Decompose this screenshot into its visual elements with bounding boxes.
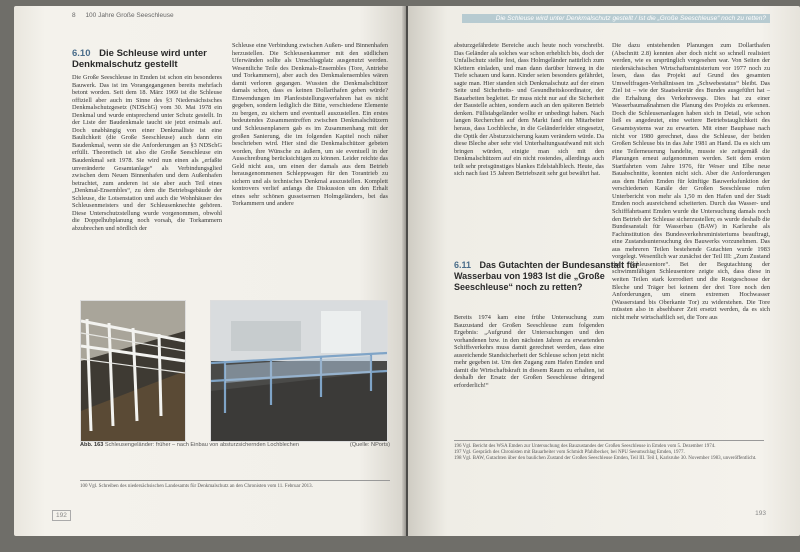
running-head-left: [72, 12, 174, 19]
running-head-right: Die Schleuse wird unter Denkmalschutz gestellt / Ist die „Große Seeschleuse“ noch zu retten?: [462, 14, 770, 23]
section-heading-6-10: [72, 48, 222, 70]
left-page: [14, 6, 406, 536]
page-number-left: 192: [52, 510, 71, 521]
body-text: Schleuse eine Verbindung zwischen Außen- und Binnenhafen herzustellen. Die Schleusenkammer mit den südlichen Uferwänden sollte als Umschlagplatz ausgenutzt werden. Wesentliche Teile des Denkmals-Ensembles (Tore, Antriebe und Torkammern), aber auch des Denkmalensembles wären damit verloren gegangen. Wussten die Denkmalschützer damals schon, dass es keinen Dollarthafen geben würde? Einwendungen im Planfeststellungsverfahren hat es nicht gegeben, sondern lediglich die Bitte, verschiedene Elemente zu bergen, zu sichern und eventuell auszustellen. Ein erstes bedeutendes Zusammentreffen zwischen Denkmalschützern und Schleusenplanern gab es im Zusammenhang mit der großen Sanierung, die im folgenden Kapitel noch näher beschrieben wird. Hier sind die Denkmalschützer gebeten worden, ihre Wünsche zu äußern, um sie eventuell in der Ausschreibung berücksichtigen zu können. Leider reichte das Geld nicht aus, um einen der damals aus dem Betrieb herausgenommenen Schleppwagen für den Torantrieb zu sichern und als technisches Denkmal auszustellen. Komplett kontrovers verlief anfangs die Diskussion um den Erhalt eines sehr schönen gusseisernen Holmgeländers, bei das Torkammern und andere: [232, 42, 388, 208]
section-number: 6.10: [72, 48, 91, 59]
footnote-item: 196 Vgl. Bericht des WSA Emden zur Untersuchung des Bauzustandes der Großen Seeschleuse in Emden vom 5. Dezember 1974.: [454, 444, 716, 449]
photo-credit: (Quelle: NPorts): [349, 442, 390, 448]
left-column-1: [72, 74, 222, 232]
open-book: [14, 6, 800, 546]
left-column-2: [232, 42, 388, 208]
section-number: 6.11: [454, 260, 472, 270]
caption-text: Schleusengeländer: früher – nach Einbau von absturzsichernden Lochblechen: [104, 442, 299, 448]
section-title: Die Schleuse wird unter Denkmalschutz gestellt: [72, 48, 207, 70]
caption-label: Abb. 163: [80, 442, 104, 448]
body-text: absturzgefährdete Bereiche auch heute noch vorschreibt. Das Geländer als solches war schon erheblich bis, doch der Unfallschutz stellte fest, dass Holmgeländer natürlich zum Klettern einladen, und man dann darüber hinweg in die Tiefe schauen und kann. Kinder seien besonders gefährdet, sagte man. Hier standen sich Denkmalschutz auf der einen Seite und Sicherheits- und Gesundheitskoordinator, der Bauarbeiten begleitet. Er muss nicht nur auf die Sicherheit der Baustelle achten, sondern auch an den späteren Betrieb denken. Füllstabgeländer wollte er unbedingt haben. Nach langen Recherchen auf dem Markt fand ein Mitarbeiter heraus, dass Lochbleche, in die Geländerfelder eingesetzt, die Optik der Absturzsicherung kaum verändern würde. Da diese Bleche aber sehr viel Unterhaltungsaufwand mit sich bringen würden, einigte man sich mit den Denkmalschützern auf ein nicht rostendes, allerdings auch teilt sehr preisgünstiges blankes Edelstahlblech. Heute, das sich nach fast 15 Jahren Betriebszeit sehr gut bewährt hat.: [454, 42, 604, 178]
railing-photo-after: [210, 300, 388, 442]
running-head-title: 100 Jahre Große Seeschleuse: [85, 12, 174, 19]
footnote-item: 197 Vgl. Gespräch des Chronisten mit Bauarbeiter vom Schmidt Pfahlbecker, bei NPU Seeumschlag Emden, 1977.: [454, 450, 685, 456]
page-number-right: 193: [755, 510, 766, 517]
right-page: [408, 6, 800, 536]
body-text: Bereits 1974 kam eine frühe Untersuchung zum Bauzustand der Großen Seeschleuse zum folgenden Ergebnis: „Aufgrund der Untersuchungen und den vorhandenen bzw. in den nächsten Jahren zu erwartenden Schiffsverkehrs muss damit gerechnet werden, dass eine ausreichende Standsicherheit der Schleuse schon jetzt nicht mehr gegeben ist. Um den Zugang zum Hafen Emden und damit die Wirtschaftskraft in diesem Raum zu erhalten, ist deshalb der Ersatz der Großen Seeschleuse dringend erforderlich!“: [454, 314, 604, 389]
section-title: Das Gutachten der Bundesanstalt für Wasserbau von 1983 Ist die „Große Seeschleuse“ noch zu retten?: [454, 260, 639, 292]
running-head-number: 8: [72, 12, 76, 19]
footnote-item: 198 Vgl. BAW, Gutachten über den baulichen Zustand der Großen Seeschleuse Emden, Teil III. Teil I, Karlsruhe 30. November 1983, unveröffentlicht.: [454, 456, 757, 462]
footnotes-right: [454, 440, 764, 463]
right-column-2: [612, 42, 770, 321]
body-text: Die dazu entstehenden Planungen zum Dollarthafen (Abschnitt 2.8) kennten aber doch nicht so schnell realisiert werden, wie es ursprünglich vorgesehen war. Von Seiten der niedersächsischen Wirtschaftsministerium vor 1977 noch zu lesen, dass das Projekt auf Grund des gesamten Umweltfragen-Verhältnissen im „Schwebestatus“ bleibt. Das Ziel ist – wie der Staatsekretär des Bundes ausgeführt hat – die Erhaltung des Verkehrswegs. Dies hat zu einer Wasserbaumaßnahmen die Planung des Projekts zu erkennen. Doch die Schleusenanlagen haben sich in Detail, wie schon ließ es angedeutet, eine weitere Betriebstauglichkeit des Gesamtsystems war zu erwarten. Mit einer Bauphase nach nicht vor 1980 gerechnet, dass die Schleuse, der beiden Großen Schleuse bis in das Jahr 1981 an Hand. Da es sich um eine Teilerneuerung handelte, musste sie zeitgemäß die Planungen erneut aufgenommen werden. Seit dem ersten Startfahrten vom Jahre 1976, für Weser und Elbe neue Bauabschnitte, konnten nicht sich. Aber die Anforderungen aus dem Hafen Emden für künftige Bauwerksfunktion der verschiedenen Kanäle der Großen Seeschleuse rufen Unterbericht von mehr als 1,50 m den Hafen und der Stadt Emden noch ausreichend scheiterten. Durch das Wasser- und Schifffahrtsamt Emden wurde die Untersuchung damals noch den Betrieb der Schleuse sicherzustellen; es wurde deshalb die Bundesanstalt für Wasserbau (BAW) in Karlsruhe als Fachinstitution des Bundesverkehrsministeriums beauftragt, eine Zustandsuntersuchung des Bauwerks vorzunehmen. Das aus mehreren Teilen bestehende Gutachten wurde 1983 vorgelegt. Wesentlich war zunächst der Teil III: „Zum Zustand der Schleusentore“. Bei der Begutachtung der schwimmfähigen Schleusentore zeigte sich, dass diese in weiten Teilen stark korrodiert und die Rostgeschosse der Bleche und Träger bei keinem der drei Tore noch den Anforderungen, um einem extremen Hochwasser (Wasserstand bis Oberkante Tor) zu widerstehen. Die Tore müssten also in absehbarer Zeit ersetzt werden, da es sich nicht mehr wirtschaftlich sei, die Tore aus: [612, 42, 770, 321]
right-column-1: [454, 42, 604, 178]
footnote-left: 100 Vgl. Schreiben des niedersächsischen Landesamts für Denkmalschutz an den Chronisten vom 11. Februar 2013.: [80, 480, 390, 490]
figure-caption: [80, 442, 390, 448]
right-column-1b: [454, 314, 604, 389]
body-text: Die Große Seeschleuse in Emden ist schon ein besonderes Bauwerk. Das ist im Vorangegangenen bereits mehrfach betont worden. Seit dem 18. März 1969 ist die Schleuse offiziell aber auch im Sinne des §3 Niedersächsisches Denkmalschutzgesetz (NDSchG) vom 30. Mai 1978 ein Denkmal und wurde entsprechend unter Schutz gestellt. In der Liste der Baudenkmale taucht sie jetzt erstmals auf. Doch unabhängig von einer Denkmalliste ist eine Baulichkeit (die Große Seeschleuse) auch dann ein Baudenkmal, wenn sie die Anforderungen an §3 NDSchG erfüllt. Theoretisch ist also die Große Seeschleuse ein Baudenkmal seit 1978. Sie wird nun einen als „erfaßte unveränderte Gesamtanlage“ als Verbindungsglied zwischen dem Neuen Binnenhafen und dem Außenhafen betrachtet, zum anderen ist sie aber auch Teil eines „Denkmal-Ensembles“, zu dem die Betriebsgebäude der Schleuse, die Lotsenstation und auch die Wohnhäuser des Schleusenmeisters und der Schleusenknechte gehören. Diese Unterschutzstellung wurde vorgenommen, obwohl die Doppelhubplanung noch vorsah, die Torkammern abzubrechen und nördlich der: [72, 74, 222, 232]
railing-photo-before: [80, 300, 186, 442]
